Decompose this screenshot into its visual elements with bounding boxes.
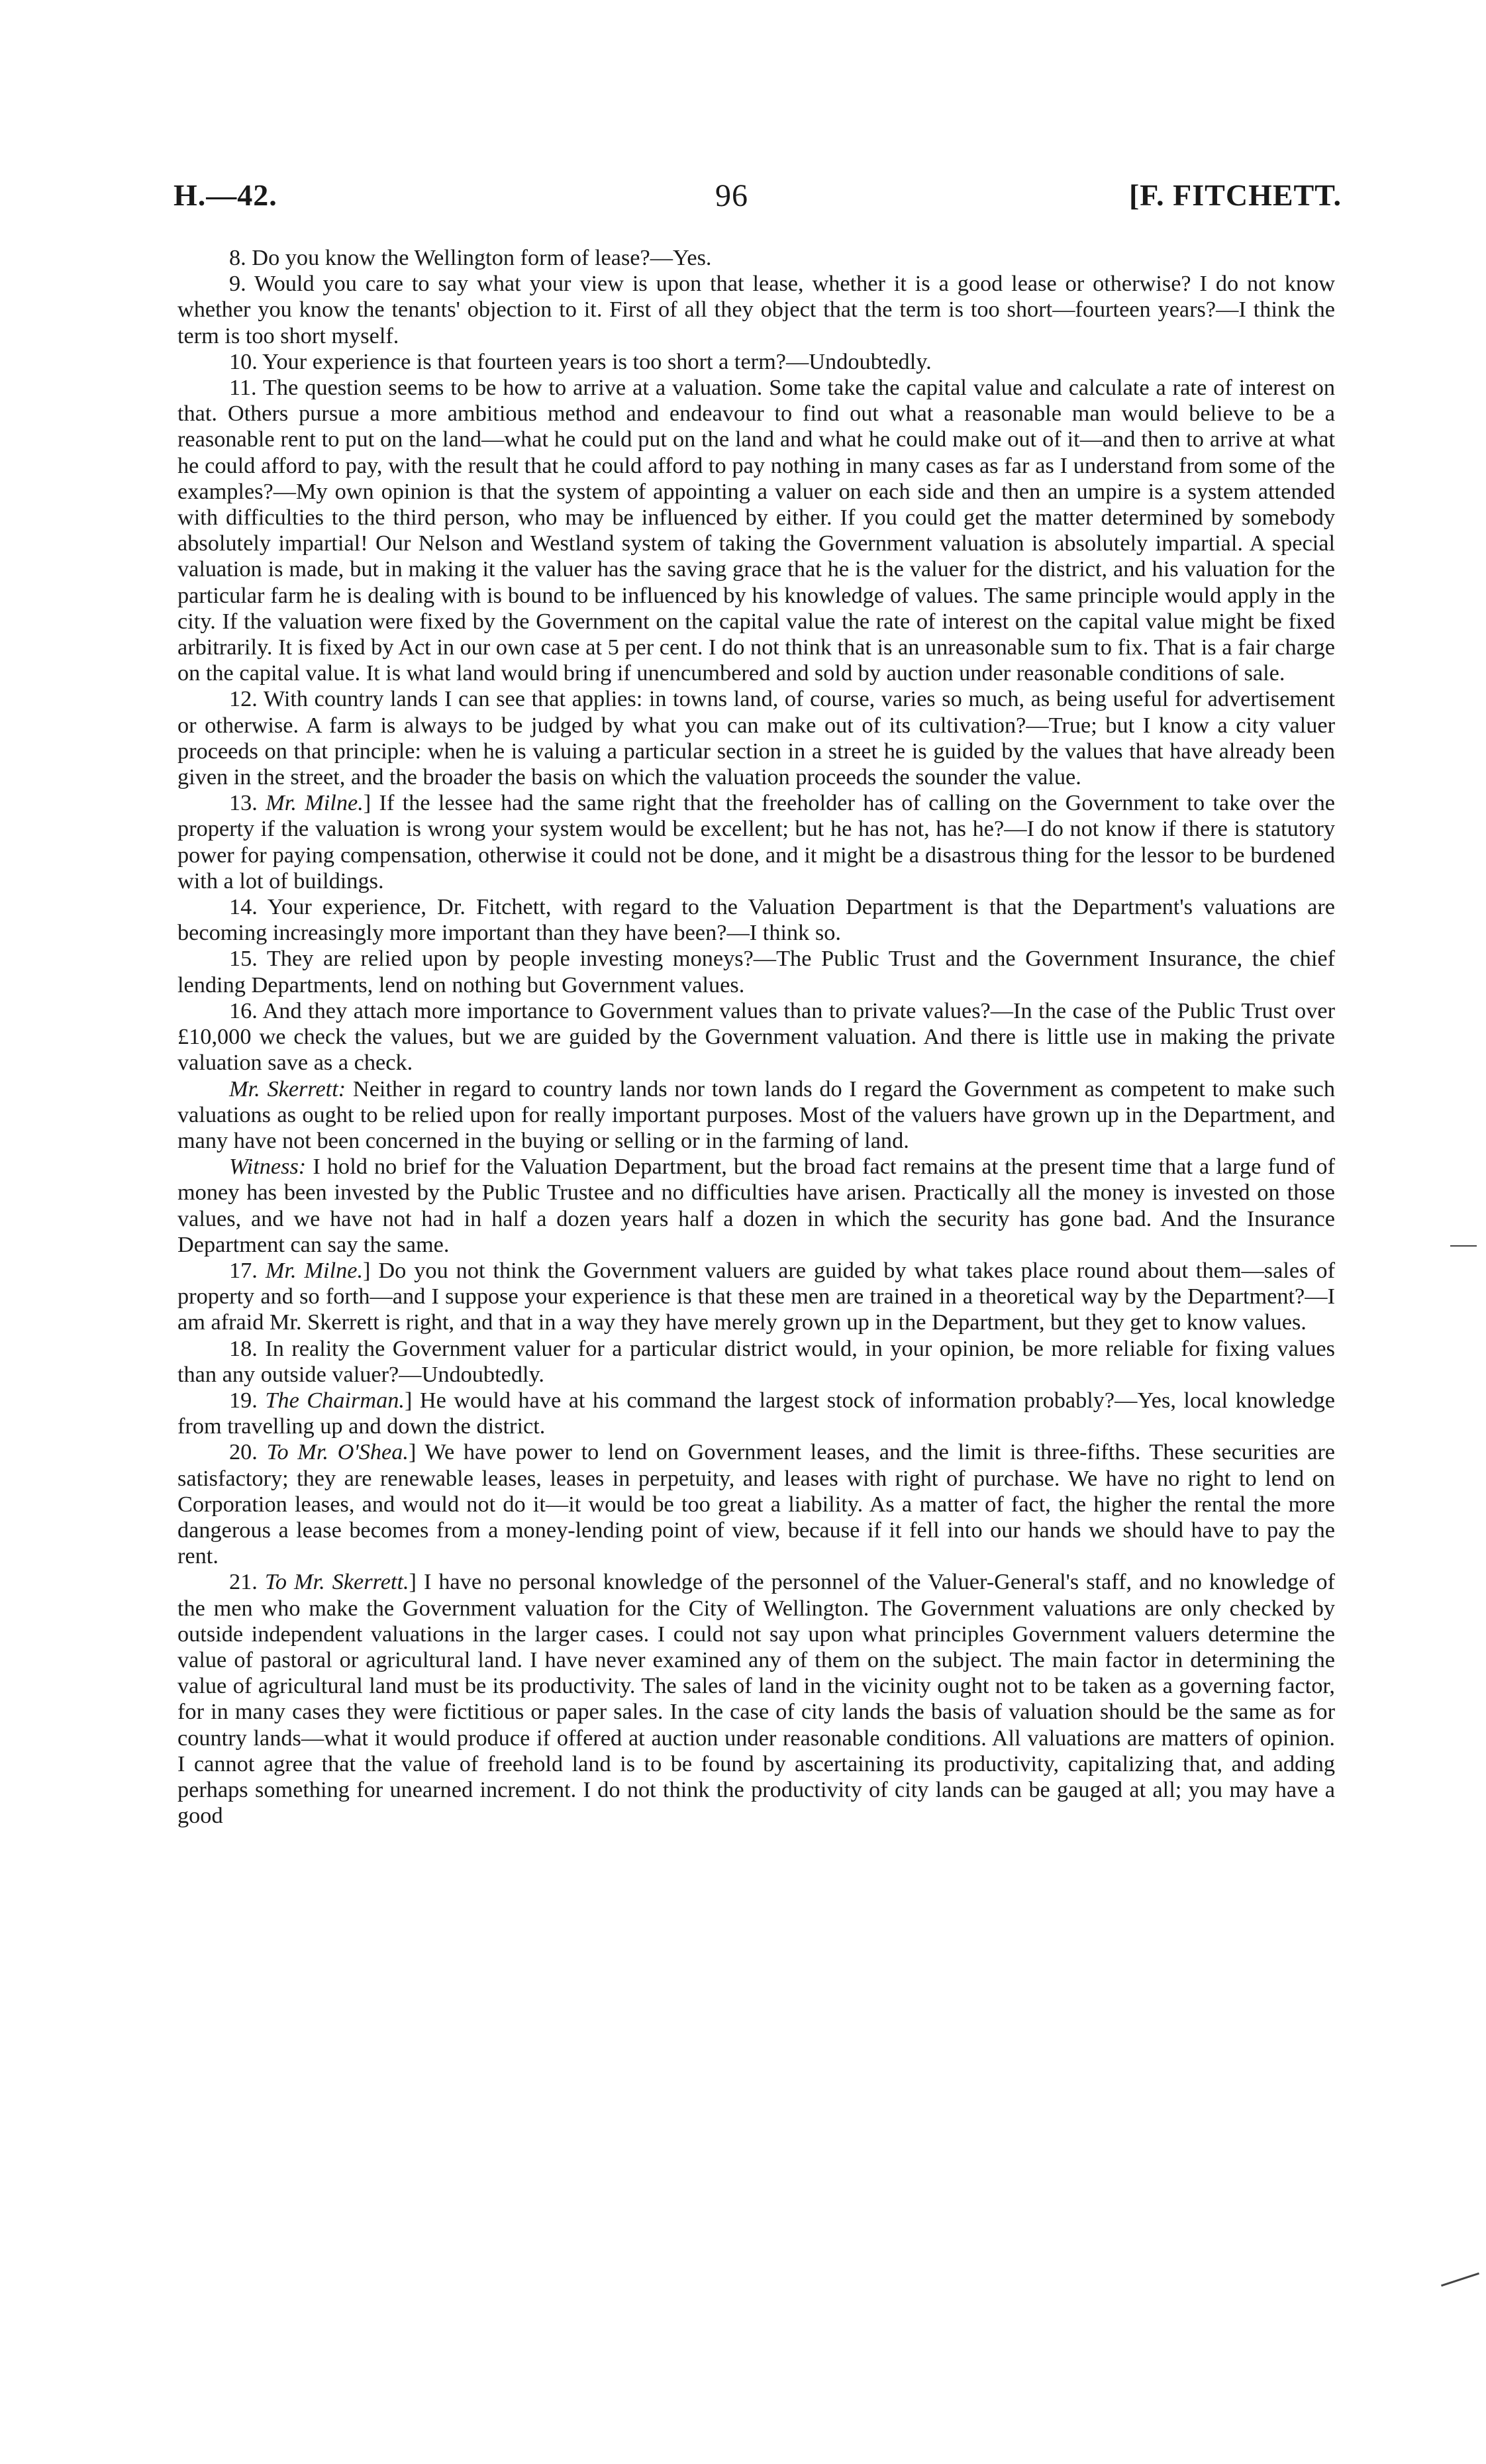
speaker-name: To Mr. Skerrett. (264, 1569, 409, 1595)
margin-pencil-mark (1441, 2273, 1479, 2286)
paragraph-16: 16. And they attach more importance to Government values than to private values?—In the case of the Public Trust over £10,000 we check the values, but we are guided by the Government valuation. And there is little use in making the private valuation save as a check. (177, 998, 1335, 1076)
paragraph-13: 13. Mr. Milne.] If the lessee had the same right that the freeholder has of calling on the Government to take over the property if the valuation is wrong your system would be excellent; but he has not, has he?—I do not know if there is statutory power for paying compensation, otherwise it could not be done, and it might be a disastrous thing for the lessor to be burdened with a lot of buildings. (177, 790, 1336, 894)
paragraph-witness: Witness: I hold no brief for the Valuation Department, but the broad fact remains at the present time that a large fund of money has been invested by the Public Trustee and no difficulties have arisen. Practically all the money is invested on those values, and we have not had in half a dozen years half a dozen in which the security has gone bad. And the Insurance Department can say the same. (177, 1154, 1335, 1257)
margin-pencil-mark (1450, 1245, 1477, 1247)
paragraph-14: 14. Your experience, Dr. Fitchett, with regard to the Valuation Department is that the Department's valuations are becoming increasingly more important than they have been?—I think so. (177, 894, 1335, 946)
paragraph-17: 17. Mr. Milne.] Do you not think the Government valuers are guided by what takes place round about them—sales of property and so forth—and I suppose your experience is that these men are trained in a theoretical way by the Department?—I am afraid Mr. Skerrett is right, and that in a way they have merely grown up in the Department, but they get to know values. (177, 1257, 1335, 1335)
parliamentary-paper-reference: H.—42. (173, 178, 277, 212)
paragraph-9: 9. Would you care to say what your view is upon that lease, whether it is a good lease or otherwise? I do not know whether you know the tenants' objection to it. First of all they object that the term is too short—fourteen years?—I think the term is too short myself. (177, 271, 1335, 348)
speaker-name: Mr. Milne. (266, 790, 364, 816)
speaker-name: Witness: (229, 1154, 307, 1180)
speaker-name: Mr. Skerrett: (229, 1076, 346, 1102)
paragraph-21: 21. To Mr. Skerrett.] I have no personal knowledge of the personnel of the Valuer-General's staff, and no knowledge of the men who make the Government valuation for the City of Wellington. The Government valuations are only checked by outside independent valuations in the larger cases. I could not say upon what principles Government valuers determine the value of pastoral or agricultural land. I have never examined any of them on the subject. The main factor in determining the value of agricultural land must be its productivity. The sales of land in the vicinity ought not to be taken as a governing factor, for in many cases they were fictitious or paper sales. In the case of city lands the basis of valuation should be the same as for country lands—what it would produce if offered at auction under reasonable conditions. All valuations are matters of opinion. I cannot agree that the value of freehold land is to be found by ascertaining its productivity, capitalizing that, and adding perhaps something for unearned increment. I do not think the productivity of city lands can be gauged at all; you may have a good (177, 1569, 1335, 1829)
paragraph-18: 18. In reality the Government valuer for a particular district would, in your opinion, be more reliable for fixing values than any outside valuer?—Undoubtedly. (177, 1335, 1335, 1387)
paragraph-15: 15. They are relied upon by people investing moneys?—The Public Trust and the Government Insurance, the chief lending Departments, lend on nothing but Government values. (177, 946, 1335, 998)
witness-name-header: [F. FITCHETT. (1128, 178, 1342, 212)
paragraph-skerrett: Mr. Skerrett: Neither in regard to country lands nor town lands do I regard the Government as competent to make such valuations as ought to be relied upon for really important purposes. Most of the valuers have grown up in the Department, and many have not been concerned in the buying or selling or in the farming of land. (177, 1076, 1335, 1153)
page-number: 96 (715, 178, 748, 213)
speaker-name: Mr. Milne. (265, 1257, 364, 1283)
speaker-name: The Chairman. (265, 1387, 405, 1413)
paragraph-20: 20. To Mr. O'Shea.] We have power to lend on Government leases, and the limit is three-fifths. These securities are satisfactory; they are renewable leases, leases in perpetuity, and leases with right of purchase. We have no right to lend on Corporation leases, and would not do it—it would be too great a liability. As a matter of fact, the higher the rental the more dangerous a lease becomes from a money-lending point of view, because if it fell into our hands we should have to pay the rent. (177, 1439, 1335, 1569)
paragraph-8: 8. Do you know the Wellington form of lease?—Yes. (229, 245, 712, 270)
paragraph-10: 10. Your experience is that fourteen years is too short a term?—Undoubtedly. (229, 348, 932, 374)
paragraph-12: 12. With country lands I can see that applies: in towns land, of course, varies so much, as being useful for advertisement or otherwise. A farm is always to be judged by what you can make out of its cultivation?—True; but I know a city valuer proceeds on that principle: when he is valuing a particular section in a street he is guided by the values that have already been given in the street, and the broader the basis on which the valuation proceeds the sounder the value. (177, 686, 1335, 790)
speaker-name: To Mr. O'Shea. (266, 1439, 409, 1465)
paragraph-11: 11. The question seems to be how to arrive at a valuation. Some take the capital value and calculate a rate of interest on that. Others pursue a more ambitious method and endeavour to find out what a reasonable man would believe to be a reasonable rent to put on the land—what he could put on the land and what he could make out of it—and then to arrive at what he could afford to pay, with the result that he could afford to pay nothing in many cases as far as I understand from some of the examples?—My own opinion is that the system of appointing a valuer on each side and then an umpire is a system attended with difficulties to the third person, who may be influenced by either. If you could get the matter determined by somebody absolutely impartial! Our Nelson and Westland system of taking the Government valuation is absolutely impartial. A special valuation is made, but in making it the valuer has the saving grace that he is the valuer for the district, and his valuation for the particular farm he is dealing with is bound to be influenced by his knowledge of values. The same principle would apply in the city. If the valuation were fixed by the Government on the capital value the rate of interest on the capital value might be fixed arbitrarily. It is fixed by Act in our own case at 5 per cent. I do not think that is an unreasonable sum to fix. That is a fair charge on the capital value. It is what land would bring if unencumbered and sold by auction under reasonable conditions of sale. (177, 375, 1335, 686)
paragraph-19: 19. The Chairman.] He would have at his command the largest stock of information probably?—Yes, local knowledge from travelling up and down the district. (177, 1387, 1335, 1439)
body-text (177, 245, 1335, 1829)
